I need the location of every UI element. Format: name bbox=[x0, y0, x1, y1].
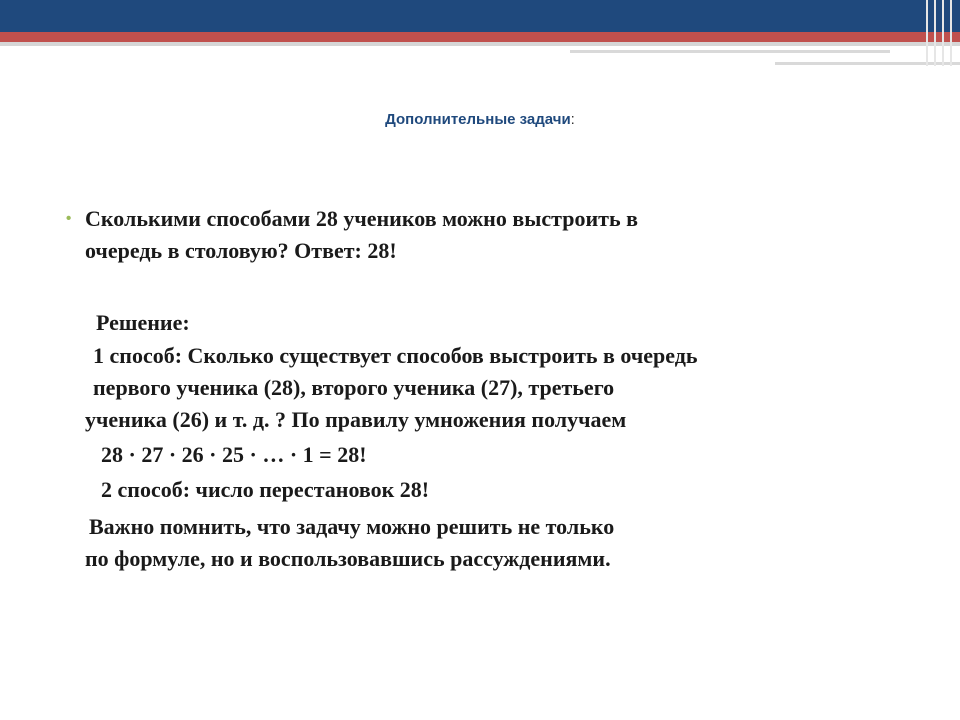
slide-title bbox=[0, 111, 960, 128]
solution-label: Решение: bbox=[96, 310, 190, 335]
question-line: очередь в столовую? Ответ: 28! bbox=[85, 238, 397, 263]
note-line: Важно помнить, что задачу можно решить не только bbox=[89, 514, 615, 539]
header-accent-band bbox=[0, 32, 960, 42]
formula: 28 · 27 · 26 · 25 · … · 1 = 28! bbox=[101, 442, 367, 467]
method1-line: ученика (26) и т. д. ? По правилу умножения получаем bbox=[85, 407, 627, 432]
slide-body bbox=[66, 203, 925, 575]
note-line: по формуле, но и воспользовавшись рассуждениями. bbox=[85, 546, 611, 571]
header-bar bbox=[0, 0, 960, 32]
decorative-stripes bbox=[922, 0, 960, 66]
method1-line: 1 способ: Сколько существует способов выстроить в очередь bbox=[93, 343, 698, 368]
method2-line: 2 способ: число перестановок 28! bbox=[101, 477, 430, 502]
header-divider bbox=[0, 42, 960, 46]
method1-line: первого ученика (28), второго ученика (27), третьего bbox=[93, 375, 615, 400]
question-line: Сколькими способами 28 учеников можно выстроить в bbox=[85, 206, 638, 231]
bullet-marker: • bbox=[66, 210, 72, 227]
slide-title-colon: : bbox=[570, 111, 575, 128]
slide-title-text: Дополнительные задачи bbox=[385, 111, 571, 128]
decorative-line bbox=[570, 50, 890, 53]
